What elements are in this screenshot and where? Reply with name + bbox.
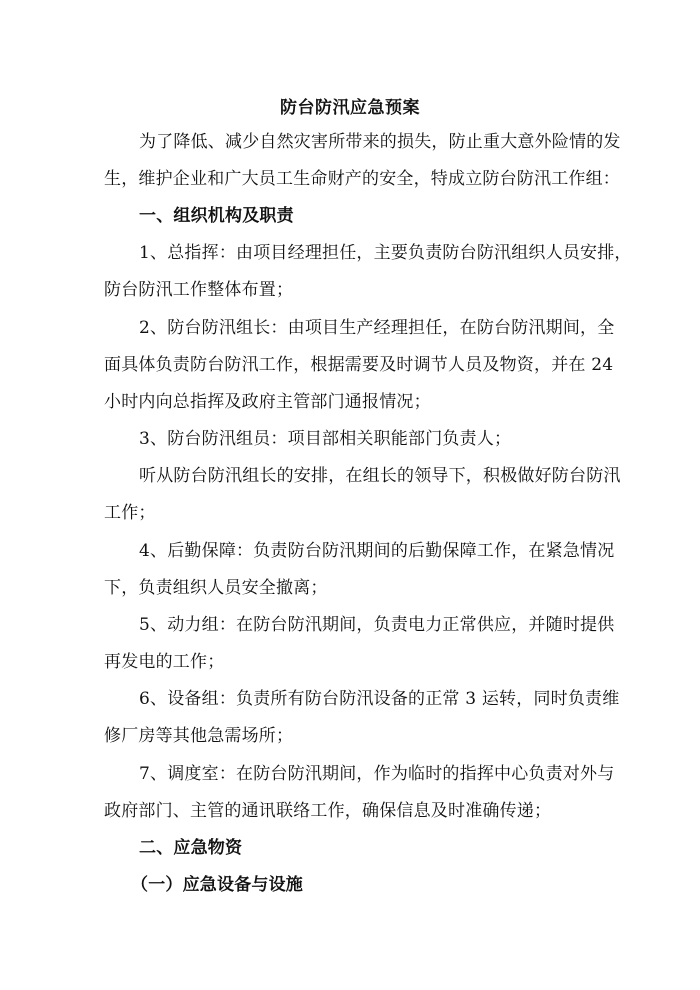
paragraph-line: 4、后勤保障：负责防台防汛期间的后勤保障工作，在紧急情况 xyxy=(139,541,615,561)
paragraph-line: 7、调度室：在防台防汛期间，作为临时的指挥中心负责对外与 xyxy=(139,764,615,784)
paragraph-line: 2、防台防汛组长：由项目生产经理担任，在防台防汛期间，全 xyxy=(139,318,615,338)
paragraph-line: 再发电的工作； xyxy=(104,652,225,672)
paragraph-line: 防台防汛工作整体布置； xyxy=(104,280,294,300)
paragraph-line: 修厂房等其他急需场所； xyxy=(104,726,294,746)
paragraph-line: 5、动力组：在防台防汛期间，负责电力正常供应，并随时提供 xyxy=(139,615,615,635)
paragraph-line: 政府部门、主管的通讯联络工作，确保信息及时准确传递； xyxy=(104,801,552,821)
paragraph-line: 3、防台防汛组员：项目部相关职能部门负责人； xyxy=(139,429,512,449)
paragraph-line: 工作； xyxy=(104,503,156,523)
paragraph-line: 面具体负责防台防汛工作，根据需要及时调节人员及物资，并在 24 xyxy=(104,355,614,375)
paragraph-line: 1、总指挥：由项目经理担任，主要负责防台防汛组织人员安排， xyxy=(139,243,632,263)
paragraph-line: 为了降低、减少自然灾害所带来的损失，防止重大意外险情的发 xyxy=(139,132,621,152)
document-title: 防台防汛应急预案 xyxy=(280,98,420,118)
paragraph-line: 小时内向总指挥及政府主管部门通报情况； xyxy=(104,392,431,412)
section-heading: 一、组织机构及职责 xyxy=(139,206,294,226)
paragraph-line: 生，维护企业和广大员工生命财产的安全，特成立防台防汛工作组： xyxy=(104,169,620,189)
paragraph-line: 听从防台防汛组长的安排，在组长的领导下，积极做好防台防汛 xyxy=(139,466,621,486)
paragraph-line: 6、设备组：负责所有防台防汛设备的正常 3 运转，同时负责维 xyxy=(139,689,620,709)
section-heading: 二、应急物资 xyxy=(139,838,243,858)
paragraph-line: 下，负责组织人员安全撤离； xyxy=(104,578,328,598)
subsection-heading: （一）应急设备与设施 xyxy=(131,875,303,895)
